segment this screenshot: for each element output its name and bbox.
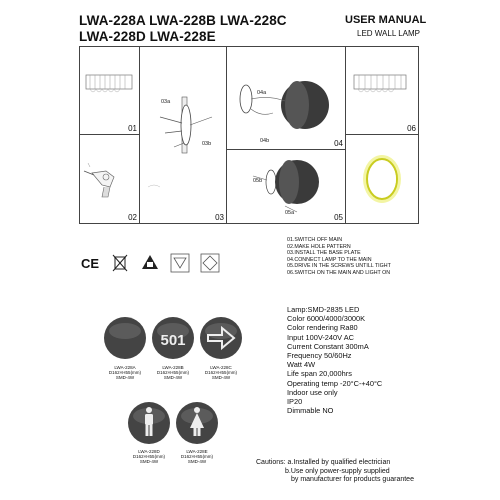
step-number: 01 [128,124,137,133]
product-c-caption [193,365,249,381]
spec-line: Color rendering Ra80 [287,323,358,333]
step-text: 05.DRIVE IN THE SCREWS UNTILL TIGHT [287,263,391,270]
product-dimensions: D162×H55(mm) [132,454,166,460]
spec-line: Indoor use only [287,387,338,397]
step-cell-05 [226,149,346,224]
spec-line: Lamp:SMD-2835 LED [287,305,360,314]
model-title-line2: LWA-228D LWA-228E [79,29,216,44]
ce-mark-icon: CE [81,256,100,271]
product-c-lamp [198,315,244,361]
step-text: 06.SWITCH ON THE MAIN AND LIGHT ON [287,269,391,276]
caution-a: a.Installed by qualified electrician [287,459,391,466]
spec-line: Input 100V-240V AC [287,332,354,342]
weee-bin-icon [111,253,129,273]
step-cell-04 [226,46,346,150]
cautions-label: Cautions: [256,459,286,466]
product-dimensions: D162×H55(mm) [180,454,214,460]
specifications-list [287,305,382,415]
installation-diagram [79,46,419,224]
label-04a: 04a [257,90,267,96]
label-05b: 05b [253,178,263,184]
step-number: 05 [334,213,343,222]
step-text: 04.CONNECT LAMP TO THE MAIN [287,256,372,263]
step-number: 02 [128,213,137,222]
label-05a: 05a [285,210,295,216]
manual-subtitle: LED WALL LAMP [357,29,420,38]
step-cell-02 [79,134,140,224]
caution-b-cont: by manufacturer for products guarantee [291,476,414,484]
product-power: SMD-4W [187,459,207,465]
breaker-panel-icon [346,67,418,127]
installation-steps [287,237,391,277]
step-text: 01.SWITCH OFF MAIN [287,237,343,243]
spec-line: Life span 20,000hrs [287,369,352,379]
product-e-lamp [174,400,220,446]
diamond-icon [200,253,220,273]
label-04b: 04b [260,138,270,144]
product-a-lamp [102,315,148,361]
product-power: SMD-4W [211,375,231,381]
step-number: 03 [215,213,224,222]
spec-line: Current Constant 300mA [287,341,369,351]
spec-line: Watt 4W [287,360,316,370]
product-power: SMD-4W [115,375,135,381]
label-03b: 03b [202,141,212,147]
product-dimensions: D162×H55(mm) [204,370,238,376]
label-03a: 03a [161,99,171,105]
triangle-icon [170,253,190,273]
base-plate-icon [140,87,226,207]
spec-line: Color 6000/4000/3000K [287,314,366,324]
step-cell-03 [139,46,227,224]
manual-title: USER MANUAL [345,14,427,26]
product-d-lamp [126,400,172,446]
product-e-caption [169,449,225,465]
step-cell-01 [79,46,140,135]
spec-line: Frequency 50/60Hz [287,350,352,360]
step-cell-lit [345,134,419,224]
spec-line: Dimmable NO [287,406,334,416]
product-dimensions: D162×H55(mm) [108,370,142,376]
spec-line: IP20 [287,396,303,406]
model-title-line1: LWA-228A LWA-228B LWA-228C [79,13,287,28]
step-number: 06 [407,124,416,133]
product-b-lamp [150,315,196,361]
lamp-lit-icon [346,135,418,223]
step-text: 03.INSTALL THE BASE PLATE [287,250,361,257]
breaker-panel-icon [80,67,139,127]
cautions-block [256,459,414,485]
product-power: SMD-4W [139,459,159,465]
product-dimensions: D162×H55(mm) [156,370,190,376]
step-text: 02.MAKE HOLE PATTERN [287,243,351,250]
drill-icon [80,149,139,209]
lamp-connect-icon [227,47,345,147]
product-power: SMD-4W [163,375,183,381]
product-model: LWA-228A [114,365,136,370]
spec-line: Operating temp -20°C-+40°C [287,378,383,388]
room-number-text: 501 [160,332,186,349]
product-model: LWA-228B [162,365,184,370]
step-cell-06 [345,46,419,135]
product-model: LWA-228D [138,449,160,454]
caution-b: b.Use only power-supply supplied [285,467,390,475]
product-model: LWA-228E [186,449,208,454]
class-II-icon [140,253,160,273]
product-model: LWA-228C [210,365,232,370]
step-number: 04 [334,139,343,148]
